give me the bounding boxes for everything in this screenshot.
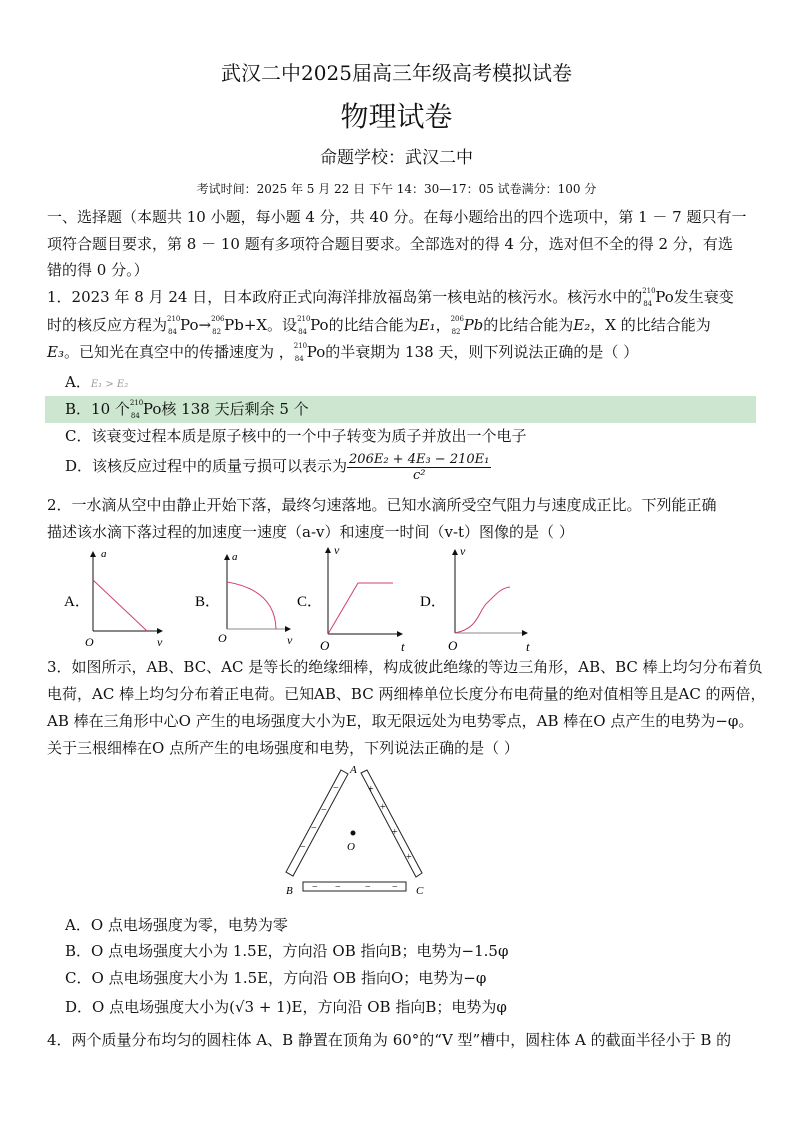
svg-text:−: −	[333, 783, 339, 794]
svg-text:+: +	[406, 852, 412, 863]
svg-text:O: O	[448, 638, 458, 653]
svg-text:−: −	[365, 882, 371, 893]
svg-text:B．: B．	[195, 594, 221, 610]
q3-stem: 电荷，AC 棒上均匀分布着正电荷。已知AB、BC 两细棒单位长度分布电荷量的绝对值相等且是AC 的两倍，	[47, 685, 766, 703]
svg-text:−: −	[300, 842, 306, 853]
curve	[455, 587, 510, 633]
graph-a	[64, 548, 163, 649]
svg-text:v: v	[334, 543, 340, 557]
q3-stem: AB 棒在三角形中心O 产生的电场强度大小为E，取无限远处为电势零点，AB 棒在O 点产生的电势为−φ。	[47, 712, 754, 730]
svg-text:A: A	[350, 764, 357, 776]
q3-stem: 关于三根细棒在O 点所产生的电场强度和电势，下列说法正确的是（ ）	[47, 739, 519, 757]
rod-ab	[286, 770, 348, 876]
q3-option-c[interactable]: C．O 点电场强度大小为 1.5E，方向沿 OB 指向O；电势为−φ	[65, 969, 487, 987]
svg-text:O: O	[347, 841, 355, 853]
svg-text:+: +	[368, 784, 374, 795]
graph-c	[297, 543, 405, 654]
exam-info: 考试时间：2025 年 5 月 22 日 下午 14：30—17：05 试卷满分：100 分	[196, 182, 597, 196]
svg-text:C: C	[416, 885, 424, 897]
q1-option-a[interactable]: A．E₁ > E₂	[65, 373, 129, 391]
svg-text:O: O	[85, 635, 94, 649]
svg-text:−: −	[392, 882, 398, 893]
q1-option-c[interactable]: C．该衰变过程本质是原子核中的一个中子转变为质子并放出一个电子	[65, 427, 527, 445]
svg-text:−: −	[335, 882, 341, 893]
q3-option-a[interactable]: A．O 点电场强度为零，电势为零	[65, 916, 288, 934]
q1-stem: E₃。已知光在真空中的传播速度为 ， 210 84 Po的半衰期为 138 天，则下列说法正确的是（ ）	[47, 342, 639, 363]
q1-stem: 1．2023 年 8 月 24 日，日本政府正式向海洋排放福岛第一核电站的核污水。核污水中的 210 84 Po发生衰变	[47, 287, 734, 308]
svg-text:C．: C．	[297, 594, 323, 610]
q3-option-d[interactable]: D．O 点电场强度大小为(√3 + 1)E，方向沿 OB 指向B；电势为φ	[65, 998, 507, 1016]
svg-text:v: v	[287, 633, 293, 647]
curve	[328, 583, 393, 634]
svg-text:A．: A．	[64, 594, 90, 610]
section-intro: 错的得 0 分。）	[47, 261, 149, 279]
po-nuclide: 210 84	[642, 287, 656, 308]
svg-text:+: +	[392, 827, 398, 838]
q1-option-d[interactable]: D．该核反应过程中的质量亏损可以表示为 $\frac{\text{206E₂ + 4E₃ − 210E₁}}{\text{c²}}$	[65, 451, 490, 483]
q1-option-b[interactable]: B．10 个 210 84 Po核 138 天后剩余 5 个	[65, 399, 309, 420]
svg-text:O: O	[218, 631, 227, 645]
rod-bc	[303, 882, 406, 891]
svg-text:−: −	[312, 882, 318, 893]
curve	[227, 582, 276, 629]
q3-stem: 3．如图所示，AB、BC、AC 是等长的绝缘细棒，构成彼此绝缘的等边三角形，AB、BC 棒上均匀分布着负	[47, 658, 763, 676]
q2-stem: 2．一水滴从空中由静止开始下落，最终匀速落地。已知水滴所受空气阻力与速度成正比。下列能正确	[47, 496, 717, 514]
graph-d	[420, 544, 530, 654]
svg-text:t: t	[526, 639, 530, 654]
svg-text:O: O	[320, 638, 330, 653]
section-intro: 一、选择题（本题共 10 小题，每小题 4 分，共 40 分。在每小题给出的四个选项中，第 1 － 7 题只有一	[47, 208, 747, 226]
q2-stem: 描述该水滴下落过程的加速度一速度（a-v）和速度一时间（v-t）图像的是（ ）	[47, 523, 574, 541]
svg-text:+: +	[380, 802, 386, 813]
svg-text:a: a	[232, 551, 238, 563]
svg-text:a: a	[101, 548, 107, 560]
q1-stem: 时的核反应方程为 210 84 Po→ 206 82 Pb+X。设 210 84 Po的比结合能为E₁， 206 82 Pb的比结合能为E₂，X 的比结合能为	[47, 315, 711, 336]
point-o	[351, 831, 356, 836]
setter-school: 命题学校：武汉二中	[320, 148, 473, 168]
svg-text:t: t	[401, 639, 405, 654]
q2-graphs	[40, 540, 660, 655]
q3-option-b[interactable]: B．O 点电场强度大小为 1.5E，方向沿 OB 指向B；电势为−1.5φ	[65, 942, 509, 960]
svg-text:B: B	[286, 885, 293, 897]
graph-b	[195, 551, 293, 647]
svg-text:−: −	[311, 823, 317, 834]
section-intro: 项符合题目要求，第 8 － 10 题有多项符合题目要求。全部选对的得 4 分，选对但不全的得 2 分，有选	[47, 235, 733, 253]
svg-text:D．: D．	[420, 594, 446, 610]
curve	[93, 580, 147, 631]
svg-text:v: v	[157, 635, 163, 649]
svg-text:v: v	[460, 544, 466, 558]
q4-stem: 4．两个质量分布均匀的圆柱体 A、B 静置在顶角为 60°的“V 型”槽中，圆柱体 A 的截面半径小于 B 的	[47, 1031, 732, 1049]
svg-text:−: −	[321, 805, 327, 816]
subject-title: 物理试卷	[340, 100, 453, 133]
school-title: 武汉二中2025届高三年级高考模拟试卷	[221, 61, 572, 85]
triangle-figure	[280, 760, 440, 900]
